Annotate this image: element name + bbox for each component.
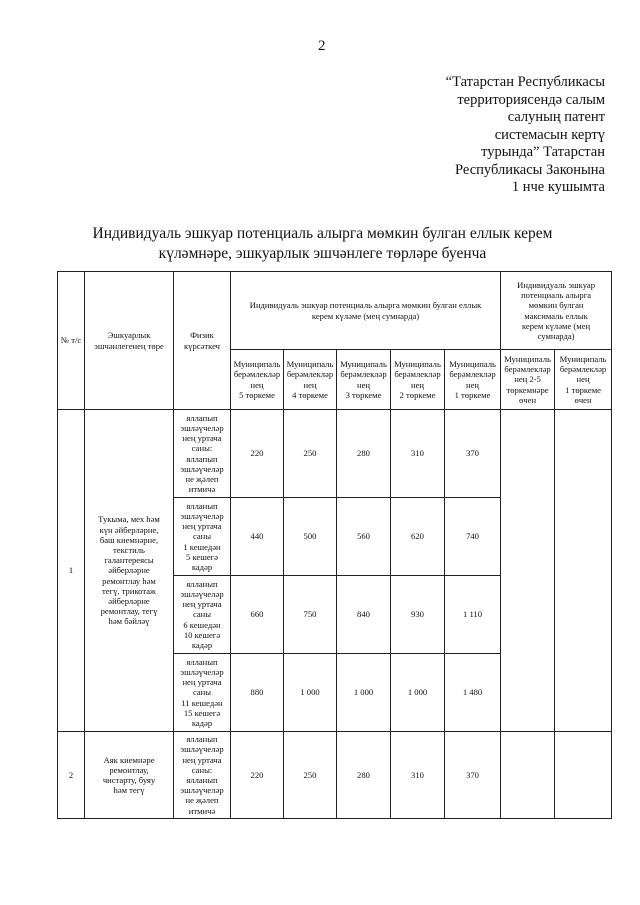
title-line: Индивидуаль эшкуар потенциаль алырга мөмкин булган еллык керем — [92, 225, 553, 242]
header-group-2: Муниципаль берәмлекләр нең 2 төркеме — [391, 350, 445, 410]
header-max-group-1: Муниципаль берәмлекләр нең 1 төркеме өчен — [555, 350, 612, 410]
value-group-4: 1 000 — [284, 654, 337, 732]
table-row — [58, 732, 612, 819]
annex-line: турында” Татарстан — [481, 144, 605, 160]
value-group-2: 620 — [391, 498, 445, 576]
value-group-1: 370 — [445, 410, 501, 498]
value-group-1: 1 110 — [445, 576, 501, 654]
table-row — [58, 410, 612, 498]
value-group-2: 1 000 — [391, 654, 445, 732]
annex-line: территориясендә салым — [457, 91, 605, 108]
header-max-group-2-5: Муниципаль берәмлекләр нең 2-5 төркемнәре өчен — [501, 350, 555, 410]
value-group-1: 740 — [445, 498, 501, 576]
row-indicator: ялланып эшләүчеләр нең уртача саны 1 кешедән 5 кешегә кадәр — [174, 498, 231, 576]
value-group-2: 930 — [391, 576, 445, 654]
max-value-group-1 — [555, 732, 612, 819]
annex-reference — [380, 74, 605, 197]
annex-line: 1 нче кушымта — [511, 179, 605, 195]
row-indicator: ялланып эшләүчеләр нең уртача саны: ялланып эшләүчеләр не җәлеп итмичә — [174, 732, 231, 819]
header-group-3: Муниципаль берәмлекләр нең 3 төркеме — [337, 350, 391, 410]
document-title — [80, 224, 565, 264]
row-indicator: ялланып эшләүчеләр нең уртача саны 11 кешедән 15 кешегә кадәр — [174, 654, 231, 732]
value-group-4: 250 — [284, 732, 337, 819]
row-indicator: ялланып эшләүчеләр нең уртача саны 6 кешедән 10 кешегә кадәр — [174, 576, 231, 654]
value-group-4: 250 — [284, 410, 337, 498]
value-group-3: 840 — [337, 576, 391, 654]
row-activity: Аяк киемнәре ремонтлау, чистарту, буяу һәм тегү — [85, 732, 174, 819]
value-group-4: 750 — [284, 576, 337, 654]
value-group-5: 660 — [231, 576, 284, 654]
value-group-5: 440 — [231, 498, 284, 576]
value-group-4: 500 — [284, 498, 337, 576]
row-indicator: яллапып эшләүчеләр нең уртача саны: яллапып эшләүчеләр не җәлеп итмичә — [174, 410, 231, 498]
page-number: 2 — [318, 38, 326, 54]
annex-line: “Татарстан Республикасы — [445, 74, 605, 90]
value-group-3: 1 000 — [337, 654, 391, 732]
value-group-2: 310 — [391, 732, 445, 819]
max-value-group-2-5 — [501, 410, 555, 732]
header-group-1: Муниципаль берәмлекләр нең 1 төркеме — [445, 350, 501, 410]
value-group-1: 1 480 — [445, 654, 501, 732]
value-group-5: 220 — [231, 410, 284, 498]
value-group-1: 370 — [445, 732, 501, 819]
row-activity: Тукыма, мех һәм күн әйберләрне, баш киемнәрне, текстиль галантереясы әйберләрне ремонтлау һәм тегү, трикотаж әйберләрне ремонтлау, тегү һәм бәйләү — [85, 410, 174, 732]
value-group-3: 280 — [337, 732, 391, 819]
max-value-group-2-5 — [501, 732, 555, 819]
row-num: 2 — [58, 732, 85, 819]
header-potential-income: Индивидуаль эшкуар потенциаль алырга мөмкин булган еллык керем күләме (мең сумнарда) — [231, 272, 501, 350]
row-num: 1 — [58, 410, 85, 732]
title-line: күләмнәре, эшкуарлык эшчәнлеге төрләре буенча — [158, 245, 487, 262]
header-group-5: Муниципаль берәмлекләр нең 5 төркеме — [231, 350, 284, 410]
value-group-5: 220 — [231, 732, 284, 819]
value-group-2: 310 — [391, 410, 445, 498]
header-indicator: Физик күрсәткеч — [174, 272, 231, 410]
value-group-3: 280 — [337, 410, 391, 498]
value-group-3: 560 — [337, 498, 391, 576]
annex-line: Республикасы Законына — [455, 161, 605, 178]
income-table — [57, 271, 612, 819]
max-value-group-1 — [555, 410, 612, 732]
annex-line: салуның патент — [507, 109, 605, 125]
header-max-income: Индивидуаль эшкуар потенциаль алырга мөмкин булган максималь еллык керем күләме (мең сумнарда) — [501, 272, 612, 350]
header-num: № т/с — [58, 272, 85, 410]
annex-line: системасын кертү — [494, 126, 605, 143]
header-group-4: Муниципаль берәмлекләр нең 4 төркеме — [284, 350, 337, 410]
header-activity: Эшкуарлык эшчәнлегенең төре — [85, 272, 174, 410]
value-group-5: 880 — [231, 654, 284, 732]
